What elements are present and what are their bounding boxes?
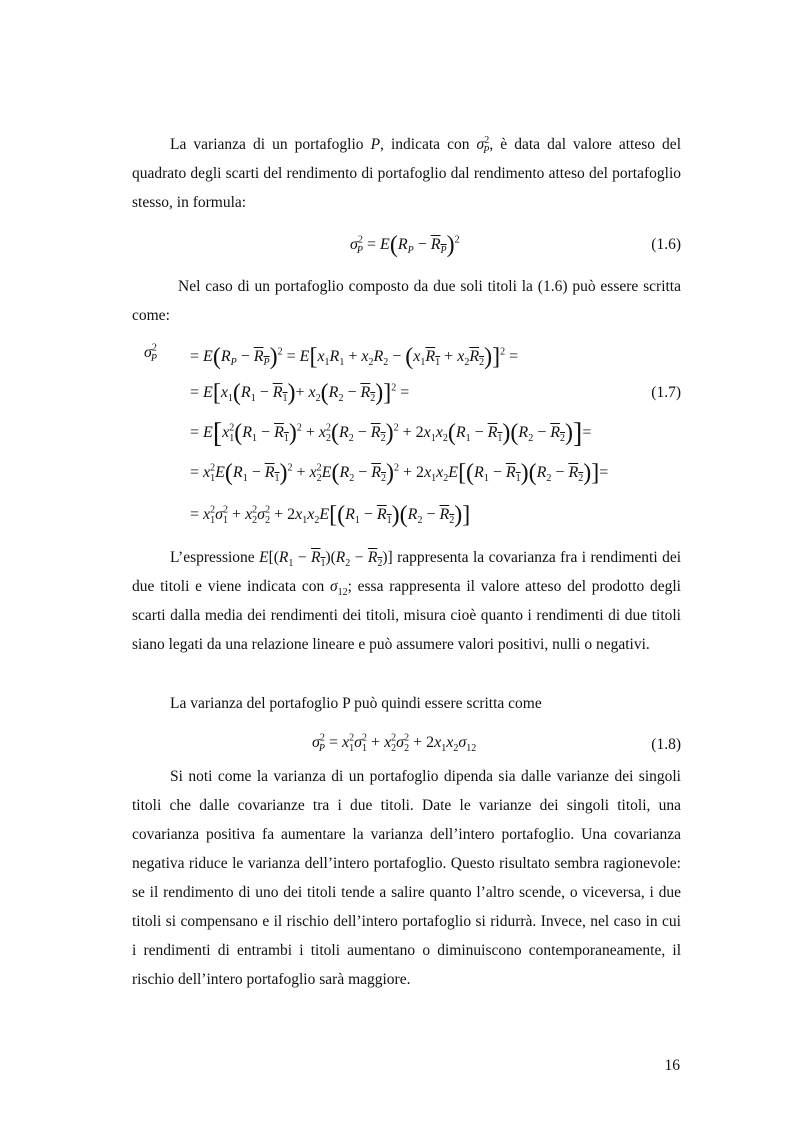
equation-1-6: $\sigma^2_P = E(R_P - R_P)^2$ bbox=[350, 232, 460, 258]
equation-1-7-line-4: = $x^2_1E(R_1 - R_1)^2 + x^2_2E(R_2 - R_2)^2 + 2x_1x_2E[(R_1 - R_1)(R_2 - R_2)]=$ bbox=[190, 460, 609, 486]
inline-covariance-expression: $E[(R_1 - R_1)(R_2 - R_2)]$ bbox=[259, 549, 393, 570]
paragraph-covariance: L’espressione $E[(R_1 - R_1)(R_2 - R_2)]$ rappresenta la covarianza fra i rendimenti dei due titoli e viene indicata con $\sigma_{12}$; essa rappresenta il valore atteso del prodotto degli scarti dalla media dei rendimenti dei titoli, misura cioè quanto i rendimenti di due titoli siano legati da una relazione lineare e può assumere valori positivi, nulli o negativi. bbox=[132, 549, 682, 653]
paragraph-discussion: Si noti come la varianza di un portafoglio dipenda sia dalle varianze dei singoli titoli che dalle covarianze tra i due titoli. Date le varianze dei singoli titoli, una covarianza positiva fa aumentare la varianza dell’intero portafoglio. Una covarianza negativa riduce le varianza dell’intero portafoglio. Questo risultato sembra ragionevole: se il rendimento di uno dei titoli tende a salire quanto l’altro scende, o viceversa, i due titoli si compensano e il rischio dell’intero portafoglio si ridurrà. Invece, nel caso in cui i rendimenti di entrambi i titoli aumentano o diminuiscono contemporaneamente, il rischio dell’intero portafoglio sarà maggiore. bbox=[132, 768, 681, 988]
equation-1-7-line-2: = $E[x_1(R_1 - R_1)+ x_2(R_2 - R_2)]^2$ = bbox=[190, 380, 410, 406]
equation-label-1-7: (1.7) bbox=[651, 384, 681, 401]
equation-label-1-8: (1.8) bbox=[651, 736, 681, 753]
equation-1-7-lhs: $\sigma^2_P$ bbox=[144, 342, 157, 365]
equation-1-7-line-3: = $E[x^2_1(R_1 - R_1)^2 + x^2_2(R_2 - R_2)^2 + 2x_1x_2(R_1 - R_1)(R_2 - R_2)]=$ bbox=[190, 418, 592, 449]
paragraph-variance-rewrite: La varianza del portafoglio P può quindi essere scritta come bbox=[170, 695, 542, 712]
equation-1-7-line-5: = $x^2_1\sigma^2_1 + x^2_2\sigma^2_2 + 2x_1x_2E[(R_1 - R_1)(R_2 - R_2)]$ bbox=[190, 502, 471, 528]
symbol-sigma-12: $\sigma_{12}$ bbox=[329, 578, 348, 599]
equation-label-1-6: (1.6) bbox=[651, 236, 681, 253]
equation-1-7-line-1: = $E(R_P - R_P)^2 = E[x_1R_1 + x_2R_2 - (x_1R_1 + x_2R_2)]^2$ = bbox=[190, 344, 519, 370]
paragraph-portfolio-variance-intro: La varianza di un portafoglio P, indicata con $\sigma^2_P$, è data dal valore atteso del quadrato degli scarti del rendimento di portafoglio dal rendimento atteso del portafoglio stesso, in formula: bbox=[132, 134, 681, 211]
symbol-P: P bbox=[370, 136, 381, 153]
page-number: 16 bbox=[664, 1057, 680, 1074]
equation-1-8: $\sigma^2_P = x^2_1\sigma^2_1 + x^2_2\sigma^2_2 + 2x_1x_2\sigma_{12}$ bbox=[312, 732, 477, 755]
paragraph-two-assets: Nel caso di un portafoglio composto da due soli titoli la (1.6) può essere scritta come: bbox=[132, 278, 681, 324]
symbol-sigma-P-squared: $\sigma^2_P$ bbox=[476, 134, 490, 157]
